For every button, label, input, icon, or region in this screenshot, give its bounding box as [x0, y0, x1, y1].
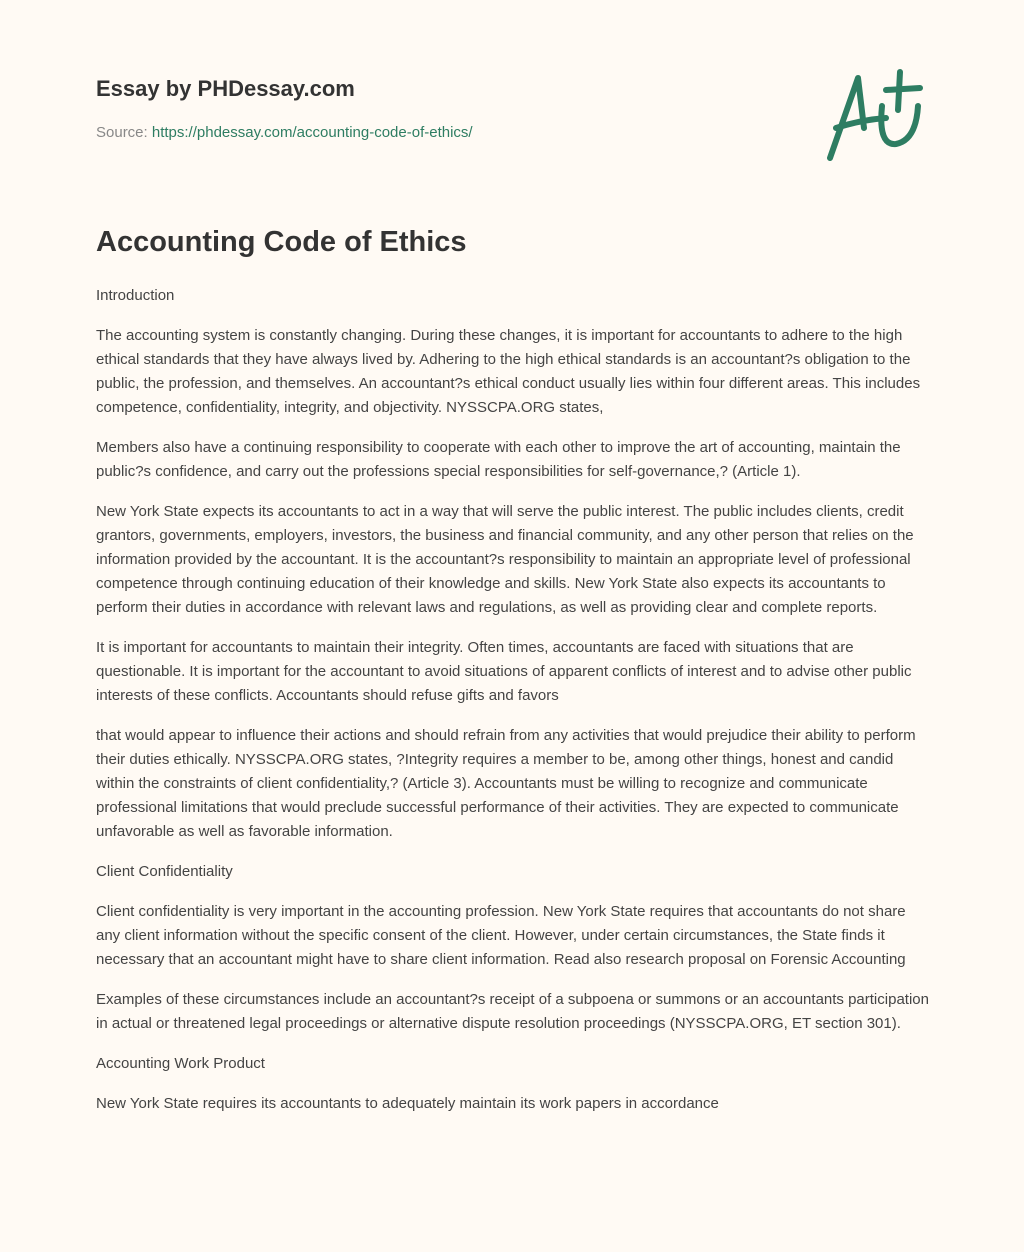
essay-body: [96, 284, 932, 1132]
source-line: [96, 124, 473, 141]
source-link[interactable]: https://phdessay.com/accounting-code-of-ethics/: [151, 124, 473, 141]
source-label: Source:: [96, 124, 148, 141]
paragraph: It is important for accountants to maintain their integrity. Often times, accountants are faced with situations that are questionable. It is important for the accountant to avoid situations of apparent conflicts of interest and to advise other public interests of these conflicts. Accountants should refuse gifts and favors: [96, 639, 912, 704]
site-title: Essay by PHDessay.com: [96, 76, 355, 101]
essay-title: Accounting Code of Ethics: [96, 226, 467, 258]
paragraph: Examples of these circumstances include an accountant?s receipt of a subpoena or summons or an accountants participation in actual or threatened legal proceedings or alternative dispute resolution proceedings (NYSSCPA.ORG, ET section 301).: [96, 991, 929, 1032]
paragraph: that would appear to influence their actions and should refrain from any activities that would prejudice their ability to perform their duties ethically. NYSSCPA.ORG states, ?Integrity requires a member to be, among other things, honest and candid within the constraints of client confidentiality,? (Article 3). Accountants must be willing to recognize and communicate professional limitations that would preclude successful performance of their activities. They are expected to communicate unfavorable as well as favorable information.: [96, 727, 916, 840]
paragraph: The accounting system is constantly changing. During these changes, it is important for accountants to adhere to the high ethical standards that they have always lived by. Adhering to the high ethical standards is an accountant?s obligation to the public, the profession, and themselves. An accountant?s ethical conduct usually lies within four different areas. This includes competence, confidentiality, integrity, and objectivity. NYSSCPA.ORG states,: [96, 327, 921, 416]
paragraph: New York State expects its accountants to act in a way that will serve the public interest. The public includes clients, credit grantors, governments, employers, investors, the business and financial community, and any other person that relies on the information provided by the accountant. It is the accountant?s responsibility to maintain an appropriate level of professional competence through continuing education of their knowledge and skills. New York State also expects its accountants to perform their duties in accordance with relevant laws and regulations, as well as providing clear and complete reports.: [96, 503, 914, 616]
a-plus-logo-icon: [820, 68, 930, 164]
section-heading-accounting-work-product: Accounting Work Product: [96, 1055, 265, 1072]
section-heading-introduction: Introduction: [96, 287, 175, 304]
paragraph: New York State requires its accountants to adequately maintain its work papers in accordance: [96, 1095, 719, 1112]
paragraph: Members also have a continuing responsibility to cooperate with each other to improve the art of accounting, maintain the public?s confidence, and carry out the professions special responsibilities for self-governance,? (Article 1).: [96, 439, 901, 480]
paragraph: Client confidentiality is very important in the accounting profession. New York State requires that accountants do not share any client information without the specific consent of the client. However, under certain circumstances, the State finds it necessary that an accountant might have to share client information. Read also research proposal on Forensic Accounting: [96, 903, 906, 968]
section-heading-client-confidentiality: Client Confidentiality: [96, 863, 233, 880]
